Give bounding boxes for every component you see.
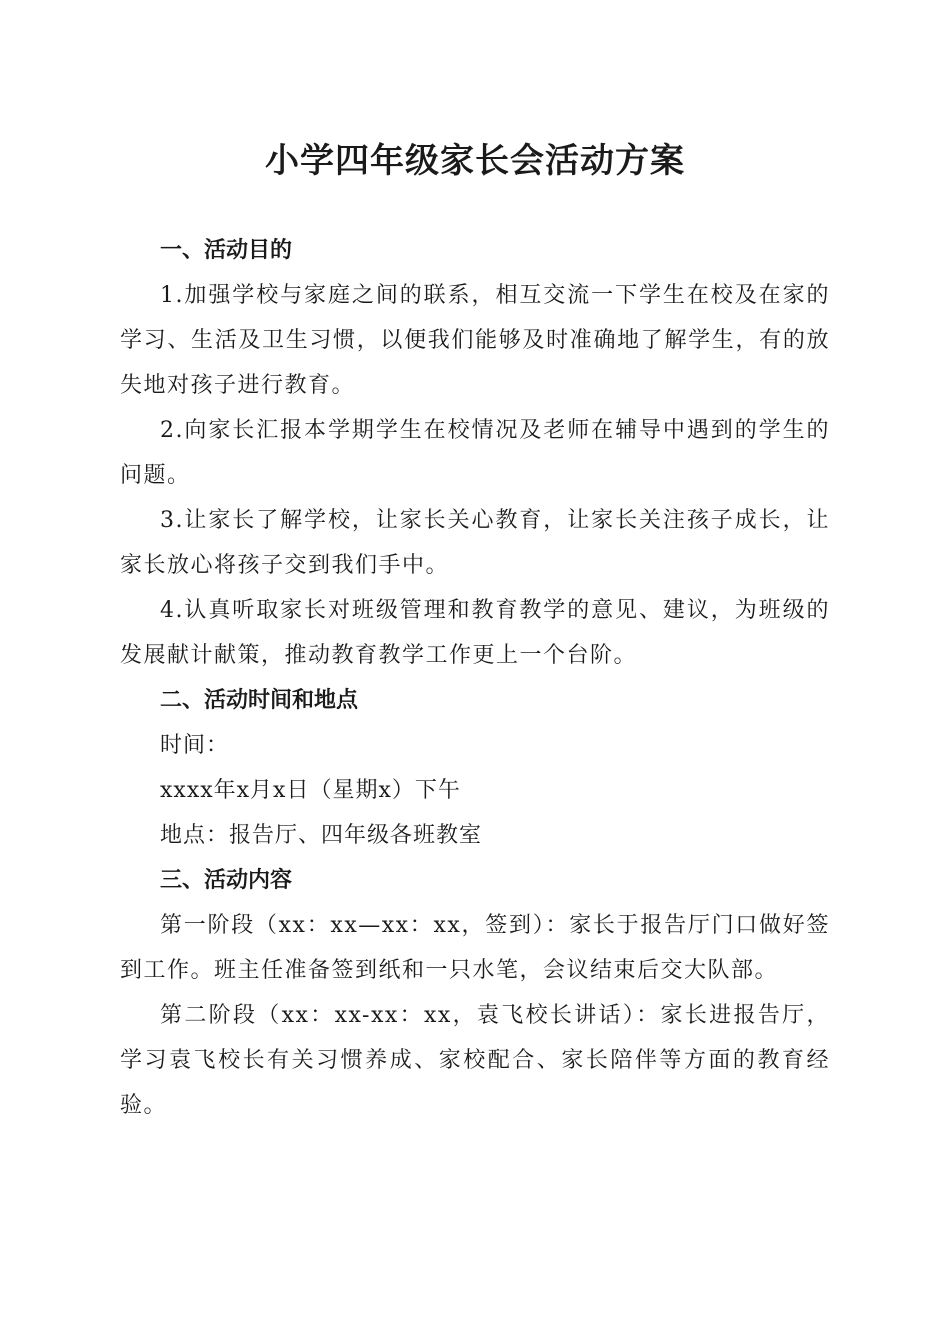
section-heading-time-location: 二、活动时间和地点 [160, 688, 359, 713]
time-label: 时间： [160, 733, 230, 758]
purpose-item-4: 4.认真听取家长对班级管理和教育教学的意见、建议，为班级的发展献计献策，推动教育教学工作更上一个台阶。 [120, 598, 830, 668]
section-heading-content: 三、活动内容 [160, 868, 293, 893]
location-line: 地点：报告厅、四年级各班教室 [160, 823, 483, 848]
stage-1-paragraph: 第一阶段（xx：xx—xx：xx，签到）：家长于报告厅门口做好签到工作。班主任准备签到纸和一只水笔，会议结束后交大队部。 [120, 913, 830, 983]
time-value: xxxx年x月x日（星期x）下午 [160, 778, 461, 803]
document-title: 小学四年级家长会活动方案 [265, 141, 685, 181]
document-body [120, 228, 830, 1128]
purpose-item-1: 1.加强学校与家庭之间的联系，相互交流一下学生在校及在家的学习、生活及卫生习惯，以便我们能够及时准确地了解学生，有的放失地对孩子进行教育。 [120, 283, 830, 398]
purpose-item-2: 2.向家长汇报本学期学生在校情况及老师在辅导中遇到的学生的问题。 [120, 418, 830, 488]
section-heading-purpose: 一、活动目的 [160, 238, 293, 263]
purpose-item-3: 3.让家长了解学校，让家长关心教育，让家长关注孩子成长，让家长放心将孩子交到我们手中。 [120, 508, 830, 578]
stage-2-paragraph: 第二阶段（xx：xx-xx：xx，袁飞校长讲话）：家长进报告厅，学习袁飞校长有关习惯养成、家校配合、家长陪伴等方面的教育经验。 [120, 1003, 830, 1118]
